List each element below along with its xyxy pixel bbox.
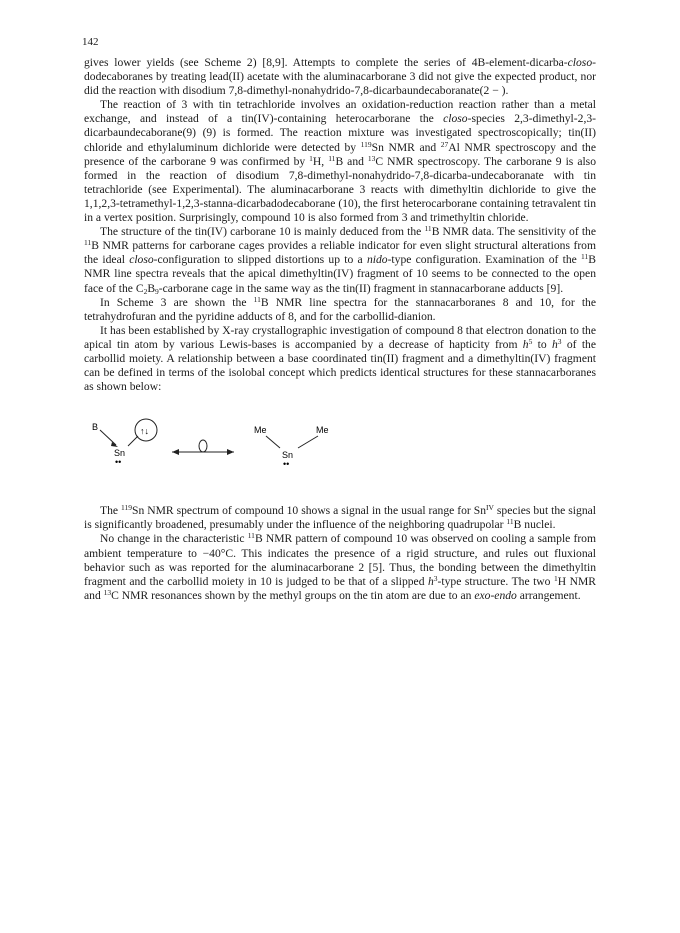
right-lone-pair: •• bbox=[283, 459, 290, 470]
paragraph-5: It has been established by X-ray crystallographic investigation of compound 8 that electron donation to the apical tin atom by various Lewis-bases is accompanied by a decrease of hapticity from $h^5$ to $h^3$ of the carbollid moiety. A relationship between a base coordinated tin(II) fragment and a dimethyltin(IV) fragment can be defined in terms of the isolobal concept which predicts identical structures for these stannacarboranes as shown below: bbox=[84, 323, 596, 394]
isolobal-loop-icon bbox=[199, 440, 207, 452]
left-tin-label: Sn bbox=[114, 448, 126, 459]
isolobal-left-arrowhead bbox=[172, 449, 179, 455]
paragraph-6: The $^{119}$Sn NMR spectrum of compound 10 shows a signal in the usual range for $Sn^{IV}$ species but the signal is significantly broadened, presumably under the influence of the neighboring quadrupolar $^{11}$B nuclei. bbox=[84, 503, 596, 532]
paragraph-3: The structure of the tin(IV) carborane 10 is mainly deduced from the $^{11}$B NMR data. The sensitivity of the $^{11}$B NMR patterns for carborane cages provides a reliable indicator for even slight structural alterations from the ideal closo-configuration to slipped distortions up to a nido-type configuration. Examination of the $^{11}$B NMR line spectra reveals that the apical dimethyltin(IV) fragment of 10 seems to be connected to the open face of the $C_2B_9$-carborane cage in the same way as the tin(II) fragment in stannacarborane adducts [9]. bbox=[84, 224, 596, 296]
methyl-left-bond bbox=[266, 436, 280, 448]
right-tin-label: Sn bbox=[282, 450, 294, 461]
paragraph-7: No change in the characteristic $^{11}$B NMR pattern of compound 10 was observed on cooling a sample from ambient temperature to −40°C. This indicates the presence of a rigid structure, and rules out fluxional behavior such as was reported for the aluminacarborane 2 [5]. Thus, the bonding between the dimethyltin fragment and the carbollid moiety in 10 is judged to be that of a slipped $h^3$-type structure. The two $^1$H NMR and $^{13}$C NMR resonances shown by the methyl groups on the tin atom are due to an exo-endo arrangement. bbox=[84, 531, 596, 602]
isolobal-scheme bbox=[84, 408, 596, 494]
left-lone-pair: •• bbox=[115, 457, 122, 468]
methyl-left-label: Me bbox=[254, 425, 267, 436]
paragraph-4: In Scheme 3 are shown the $^{11}$B NMR line spectra for the stannacarboranes 8 and 10, for the tetrahydrofuran and the pyridine adducts of 8, and for the carbollid-dianion. bbox=[84, 294, 596, 323]
methyl-right-bond bbox=[298, 436, 318, 448]
tin-orbital-bond bbox=[128, 436, 138, 446]
base-tin-arrowhead bbox=[111, 442, 118, 447]
paragraph-2: The reaction of 3 with tin tetrachloride involves an oxidation-reduction reaction rather than a metal exchange, and instead of a tin(IV)-containing heterocarborane the closo-species 2,3-dimethyl-2,3-dicarbaundecaborane(9) (9) is formed. The reaction mixture was investigated spectroscopically; tin(II) chloride and ethylaluminum dichloride were detected by $^{119}$Sn NMR and $^{27}$Al NMR spectroscopy and the presence of the carborane 9 was confirmed by $^1$H, $^{11}$B and $^{13}$C NMR spectroscopy. The carborane 9 is also formed in the reaction of disodium 7,8-dimethyl-nonahydrido-7,8-dicarba-undecaboranate with tin tetrachloride (see Experimental). The aluminacarborane 3 reacts with dimethyltin dichloride to give the 1,1,2,3-tetramethyl-1,2,3-stanna-dicarbadodecaborane (10), the first heterocarborane containing tetravalent tin in a vertex position. Surprisingly, compound 10 is also formed from 3 and trimethyltin chloride. bbox=[84, 98, 596, 225]
page-number: 142 bbox=[82, 36, 99, 48]
base-label: B bbox=[92, 422, 99, 433]
methyl-right-label: Me bbox=[316, 425, 329, 436]
paragraph-1: gives lower yields (see Scheme 2) [8,9]. Attempts to complete the series of 4B-element-dicarba-closo-dodecaboranes by treating lead(II) acetate with the aluminacarborane 3 did not give the expected product, nor did the reaction with disodium 7,8-dimethyl-nonahydrido-7,8-dicarbaundecaboranate(2 − ). bbox=[84, 56, 596, 98]
base-tin-bond bbox=[100, 430, 116, 445]
isolobal-scheme-figure bbox=[84, 408, 596, 494]
orbital-electrons: ↑↓ bbox=[140, 426, 149, 437]
isolobal-right-arrowhead bbox=[227, 449, 234, 455]
body-text bbox=[84, 56, 596, 603]
